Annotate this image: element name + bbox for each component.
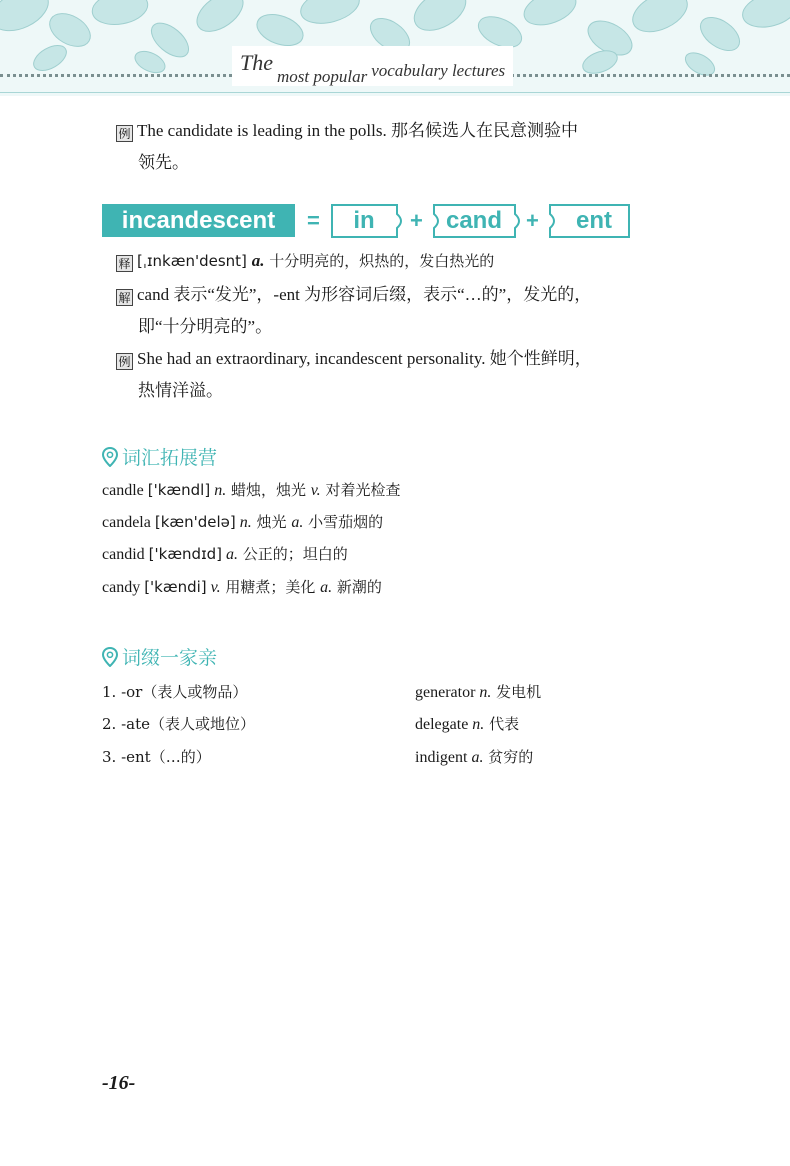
affix-example-pos: n.: [472, 716, 485, 733]
page-number: -16-: [102, 1072, 136, 1094]
part-of-speech: a.: [251, 251, 265, 270]
section-heading-affix: [102, 645, 217, 671]
section-heading-affix-text: 词缀一家亲: [122, 647, 218, 669]
list-item-meaning-2: 小雪茄烟的: [303, 513, 384, 531]
affix-example-meaning: 代表: [484, 715, 520, 733]
plus-sign-1: +: [410, 208, 423, 233]
example-sentence-1-text: The candidate is leading in the polls. 那名候选人在民意测验中: [137, 121, 578, 140]
example-sentence-2-cont: 热情洋溢。: [138, 381, 223, 400]
list-item-ipa: ['kændi]: [144, 578, 207, 596]
list-item-meaning-2: 对着光检查: [320, 481, 401, 499]
list-item: [102, 543, 348, 566]
affix-example-meaning: 贫穷的: [483, 748, 534, 766]
header-title-vocabulary: vocabulary lectures: [371, 61, 506, 80]
example-sentence-2-text: She had an extraordinary, incandescent personality. 她个性鲜明，: [137, 349, 592, 368]
list-item-pos-2: a.: [320, 579, 333, 596]
definition-line: [116, 250, 494, 272]
list-item-pos-2: a.: [291, 514, 304, 531]
root-piece-ent: ent: [576, 207, 612, 234]
word-formula: [102, 204, 642, 240]
affix-example-meaning: 发电机: [491, 683, 542, 701]
list-item-pos-2: v.: [310, 482, 321, 499]
page-header: [0, 0, 790, 96]
list-item-ipa: ['kændl]: [147, 481, 211, 499]
list-item-meaning-2: 新潮的: [332, 578, 382, 596]
list-item-ipa: [kæn'delə]: [154, 513, 236, 531]
list-item-pos: v.: [210, 579, 221, 596]
list-item: [102, 479, 400, 502]
location-pin-icon: [102, 647, 118, 667]
affix-example-word: delegate: [415, 716, 469, 733]
list-item-ipa: ['kændɪd]: [148, 545, 223, 563]
section-heading-expand: [102, 445, 217, 471]
example-sentence-1: [116, 120, 578, 142]
affix-row-example: [415, 713, 519, 736]
list-item-word: candela: [102, 514, 151, 531]
affix-example-word: indigent: [415, 749, 468, 766]
root-piece-in: in: [353, 207, 375, 234]
header-title-the: The: [240, 50, 273, 75]
plus-sign-2: +: [526, 208, 539, 233]
explanation-text-1: cand 表示“发光”，-ent 为形容词后缀，表示“…的”，发光的，: [137, 285, 592, 304]
affix-row-label: 2. -ate（表人或地位）: [102, 715, 255, 733]
list-item-pos: n.: [239, 514, 252, 531]
example-sentence-2: [116, 348, 592, 370]
affix-example-pos: a.: [471, 749, 484, 766]
list-item-meaning: 蜡烛，烛光: [226, 481, 311, 499]
list-item-meaning: 烛光: [251, 513, 292, 531]
affix-example-word: generator: [415, 684, 476, 701]
explanation-line-1: [116, 284, 591, 306]
list-item-meaning: 公正的；坦白的: [238, 545, 348, 563]
affix-row-label: 3. -ent（…的）: [102, 748, 211, 766]
list-item-word: candy: [102, 579, 141, 596]
location-pin-icon: [102, 447, 118, 467]
affix-row-example: [415, 681, 541, 704]
example-sentence-1-cont: 领先。: [138, 153, 189, 172]
section-heading-expand-text: 词汇拓展营: [122, 447, 218, 469]
affix-row-example: [415, 746, 533, 769]
list-item: [102, 511, 383, 534]
phonetic: [ˌɪnkæn'desnt]: [137, 252, 247, 270]
list-item-word: candle: [102, 482, 144, 499]
explanation-line-2: 即“十分明亮的”。: [138, 317, 273, 336]
equals-sign: =: [307, 208, 320, 233]
affix-example-pos: n.: [479, 684, 492, 701]
root-piece-cand: cand: [445, 207, 502, 234]
definition-text: 十分明亮的，炽热的，发白热光的: [269, 252, 495, 270]
affix-row-label: 1. -or（表人或物品）: [102, 683, 248, 701]
list-item-pos: n.: [214, 482, 227, 499]
explanation-marker-icon: 解: [116, 289, 133, 306]
example-marker-icon: 例: [116, 125, 133, 142]
list-item-pos: a.: [226, 546, 239, 563]
header-title: [232, 46, 513, 86]
example-marker-icon-2: 例: [116, 353, 133, 370]
list-item-word: candid: [102, 546, 145, 563]
list-item: [102, 576, 382, 599]
definition-marker-icon: 释: [116, 255, 133, 272]
headword: incandescent: [102, 204, 295, 237]
list-item-meaning: 用糖煮；美化: [220, 578, 321, 596]
header-title-most-popular: most popular: [277, 67, 368, 86]
header-divider: [0, 92, 790, 93]
